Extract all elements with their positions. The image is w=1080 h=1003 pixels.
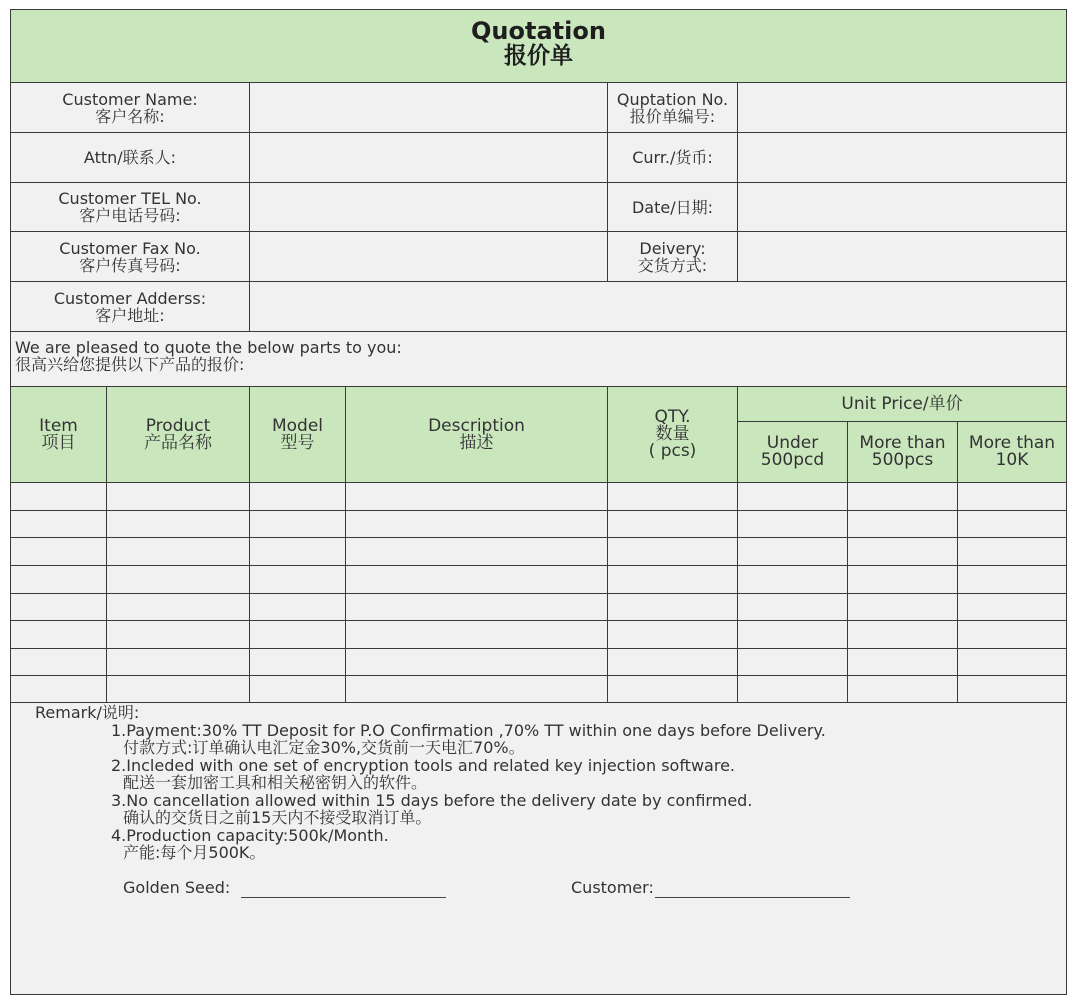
customer-fax-label: Customer Fax No. 客户传真号码: [59,238,201,275]
table-row[interactable] [11,676,1066,702]
date-field[interactable] [738,183,1066,231]
quotation-no-field[interactable] [738,83,1066,132]
remark-item: 1.Payment:30% TT Deposit for P.O Confirmation ,70% TT within one days before Delivery. [111,721,826,740]
header-item: Item 项目 [39,415,78,453]
customer-address-field[interactable] [250,282,1066,331]
customer-fax-field[interactable] [250,232,607,281]
table-row[interactable] [11,566,1066,593]
table-row[interactable] [11,483,1066,510]
customer-tel-field[interactable] [250,183,607,231]
table-row[interactable] [11,538,1066,565]
header-description: Description 描述 [428,415,525,453]
header-qty: QTY. 数量 ( pcs) [648,407,697,461]
customer-address-label: Customer Adderss: 客户地址: [53,288,207,325]
remark-item-cn: 付款方式:订单确认电汇定金30%,交货前一天电汇70%。 [123,738,525,757]
header-price-tier: Under 500pcd [760,433,825,470]
remark-item: 2.Incleded with one set of encryption tools and related key injection software. [111,756,735,775]
header-unit-price: Unit Price/单价 [841,393,963,414]
header-model: Model 型号 [271,415,324,453]
date-label: Date/日期: [631,197,714,217]
seller-signature-label: Golden Seed: [123,878,231,897]
customer-signature-label: Customer: [571,878,654,897]
seller-signature-line[interactable] [241,882,446,898]
page-title: Quotation [471,17,606,45]
table-row[interactable] [11,649,1066,675]
customer-tel-label: Customer TEL No. 客户电话号码: [58,189,202,225]
intro-text-cn: 很高兴给您提供以下产品的报价: [15,355,245,374]
table-row[interactable] [11,621,1066,648]
delivery-field[interactable] [738,232,1066,281]
remark-item-cn: 产能:每个月500K。 [123,843,266,862]
currency-field[interactable] [738,133,1066,182]
header-price-tier: More than 500pcs [859,433,946,470]
remark-item-cn: 配送一套加密工具和相关秘密钥入的软件。 [123,773,428,792]
header-price-tier: More than 10K [968,433,1056,470]
divider [11,331,1066,332]
remark-label: Remark/说明: [35,703,140,722]
table-row[interactable] [11,511,1066,537]
customer-name-field[interactable] [250,83,607,132]
customer-signature-line[interactable] [655,882,850,898]
delivery-label: Deivery: 交货方式: [637,238,708,275]
table-row[interactable] [11,594,1066,620]
attn-label: Attn/联系人: [83,148,177,167]
attn-field[interactable] [250,133,607,182]
quotation-sheet [10,9,1067,995]
remark-item: 4.Production capacity:500k/Month. [111,826,389,845]
intro-text: We are pleased to quote the below parts to you: [15,338,402,357]
remark-item: 3.No cancellation allowed within 15 days before the delivery date by confirmed. [111,791,753,810]
divider [11,702,1066,703]
remark-item-cn: 确认的交货日之前15天内不接受取消订单。 [123,808,432,827]
header-product: Product 产品名称 [144,415,212,453]
currency-label: Curr./货币: [632,148,713,167]
page-title-cn: 报价单 [504,43,573,69]
quotation-no-label: Quptation No. 报价单编号: [616,89,729,126]
customer-name-label: Customer Name: 客户名称: [62,89,198,126]
